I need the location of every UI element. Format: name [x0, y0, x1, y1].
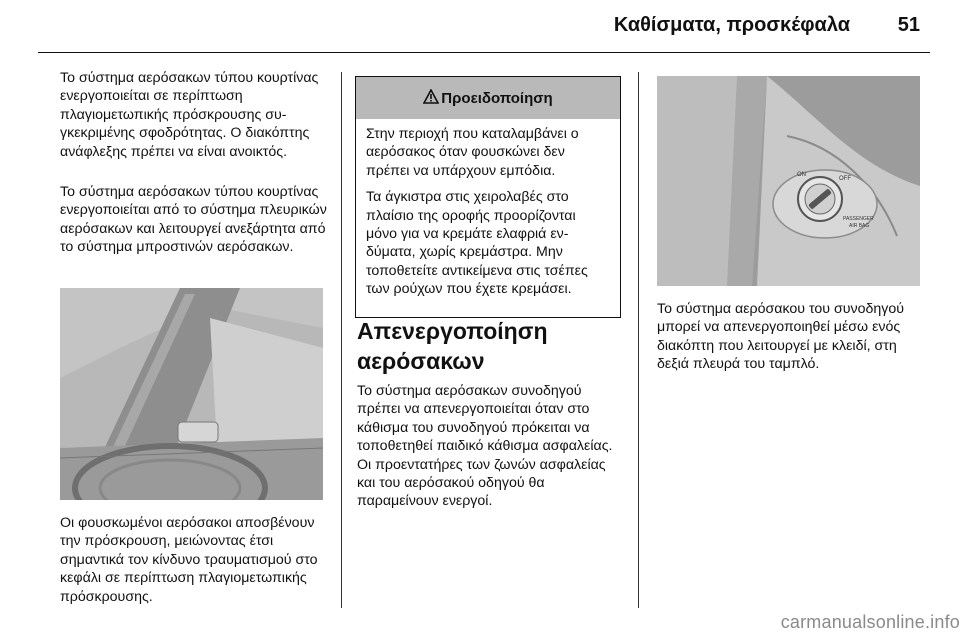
warning-text-hooks: Τα άγκιστρα στις χειρολαβές στο πλαίσιο της οροφής προορίζονται μόνο για να κρεμάτε ελαφριά ενδύματα, χωρίς κρεμάστρα. Μην τοποθετείτε αντικείμενα στις τσέπες των ρούχων που έχετε κρεμάσει. [366, 189, 588, 298]
switch-caption-line1: PASSENGER [843, 216, 874, 222]
column-divider-right [638, 72, 639, 608]
warning-text-obstacles: Στην περιοχή που καταλαμβάνει ο αερόσακος όταν φουσκώνει δεν πρέπει να υπάρχουν εμπόδια. [366, 126, 579, 179]
header-divider [38, 52, 930, 53]
switch-description-text: Το σύστημα αερόσακου του συνοδηγού μπορεί να απενεργοποιηθεί μέσω ενός διακόπτη που λειτουργεί με κλειδί, στη δεξιά πλευρά του ταμπλό. [657, 301, 905, 373]
switch-caption-line2: AIR BAG [849, 223, 870, 229]
warning-triangle-icon [423, 89, 439, 108]
column-divider-left [341, 72, 342, 608]
watermark: carmanualsonline.info [780, 612, 960, 632]
switch-label-off: OFF [839, 176, 851, 182]
section-heading-deactivation: Απενεργοποίηση αερόσακων [357, 318, 548, 374]
airbag-switch-illustration [657, 76, 920, 286]
curtain-airbag-activation-text: Το σύστημα αερόσακων τύπου κουρτίνας ενεργοποιείται σε περίπτωση πλαγιομετωπικής πρόσκρουσης συγκεκριμένης σφοδρότητας. Ο διακόπτης ανάφλεξης πρέπει να είναι ανοικτός. [60, 70, 319, 160]
curtain-airbag-illustration [60, 288, 323, 500]
curtain-airbag-system-text: Το σύστημα αερόσακων τύπου κουρτίνας ενεργοποιείται από το σύστημα πλευρικών αερόσακων και λειτουργεί ανεξάρτητα από το σύστημα μπροστινών αερόσακων. [60, 184, 327, 256]
warning-box [355, 76, 621, 318]
switch-label-on: ON [797, 172, 806, 178]
warning-header [356, 77, 620, 119]
warning-title: Προειδοποίηση [441, 89, 553, 107]
page-number: 51 [897, 14, 920, 36]
deactivation-text: Το σύστημα αερόσακων συνοδηγού πρέπει να απενεργοποιείται όταν στο κάθισμα του συνοδηγού πρόκειται να τοποθετηθεί παιδικό κάθισμα ασφαλείας. Οι προεντατήρες των ζωνών ασφαλείας και του αερόσακού οδηγού θα παραμείνουν ενεργοί. [357, 383, 613, 510]
inflated-airbag-text: Οι φουσκωμένοι αερόσακοι αποσβένουν την πρόσκρουση, μειώνοντας έτσι σημαντικά τον κίνδυνο τραυματισμού στο κεφάλι σε περίπτωση πλαγιομετωπικής πρόσκρουσης. [60, 515, 318, 605]
header-title: Καθίσματα, προσκέφαλα [613, 14, 850, 36]
